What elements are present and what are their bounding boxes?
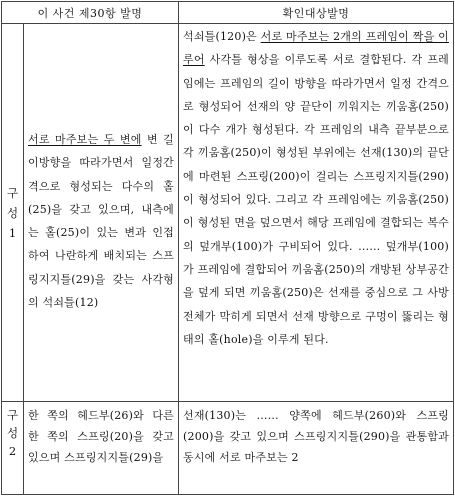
row-label-char: 성 — [6, 205, 19, 220]
row-label-char: 1 — [8, 225, 17, 240]
row-label-char: 성 — [6, 426, 19, 440]
invention-cell-config-1 — [24, 24, 179, 402]
body-text: 석쇠틀(120)은 — [183, 30, 261, 43]
target-text-config-2: 선재(130)는 …… 양쪽에 헤드부(260)와 스프링(200)을 갖고 있으며 스프링지지틀(290)을 관통함과 동시에 서로 마주보는 2 — [183, 409, 449, 464]
row-label-char: 구 — [6, 408, 19, 422]
row-label-config-2 — [2, 402, 24, 495]
row-label-char: 2 — [8, 444, 17, 458]
row-label-config-1 — [2, 24, 24, 402]
target-text-config-1 — [179, 24, 453, 351]
underlined-phrase: 서로 마주보는 두 변에 — [28, 133, 142, 146]
invention-text-config-1 — [24, 24, 178, 314]
body-text: 사각틀 형상을 이루도록 서로 결합된다. 각 프레임에는 프레임의 길이 방향을 따라가면서 일정 간격으로 형성되어 선재의 양 끝단이 끼워지는 끼움홈(250)이 다수 개가 형성된다. 각 프레임의 내측 끝부분으로 각 끼움홈(250)이 형성된 부위에는 선재(130)의 끝단에 마련된 스프링(200)이 걸리는 스프링지지틀(290)이 형성되어 있다. 그리고 각 프레임에는 끼움홈(250)이 형성된 면을 덮으면서 해당 프레임에 결합되는 복수의 덮개부(100)가 구비되어 있다. …… 덮개부(100)가 프레임에 결합되어 끼움홈(250)의 개방된 상부공간을 덮게 되면 끼움홈(250)은 선재를 중심으로 그 사방 전체가 막히게 되면서 선재 방향으로 구멍이 뚫리는 형태의 홀(hole)을 이루게 된다. — [183, 53, 449, 346]
invention-cell-config-2 — [24, 402, 179, 495]
target-cell-config-1 — [179, 24, 454, 402]
invention-text-config-2: 한 쪽의 헤드부(26)와 다른 한 쪽의 스프링(20)을 갖고 있으며 스프링지지틀(29)을 — [28, 409, 174, 464]
table-row-config-2 — [2, 402, 454, 495]
header-row — [2, 2, 454, 24]
underlined-phrase: 서로 마주보는 2개의 프레임이 짝을 이루어 — [183, 30, 449, 67]
table-row-config-1 — [2, 24, 454, 402]
header-target-invention: 확인대상발명 — [179, 2, 454, 24]
row-label-char: 구 — [6, 185, 19, 200]
body-text: 변 길이방향을 따라가면서 일정간격으로 형성되는 다수의 홀(25)을 갖고 있으며, 내측에는 홀(25)이 있는 변과 인접하여 나란하게 배치되는 스프링지지틀(29)을 갖는 사각형의 석쇠틀(12) — [28, 133, 174, 310]
header-invention: 이 사건 제30항 발명 — [2, 2, 179, 24]
comparison-table — [1, 1, 454, 495]
target-cell-config-2 — [179, 402, 454, 495]
